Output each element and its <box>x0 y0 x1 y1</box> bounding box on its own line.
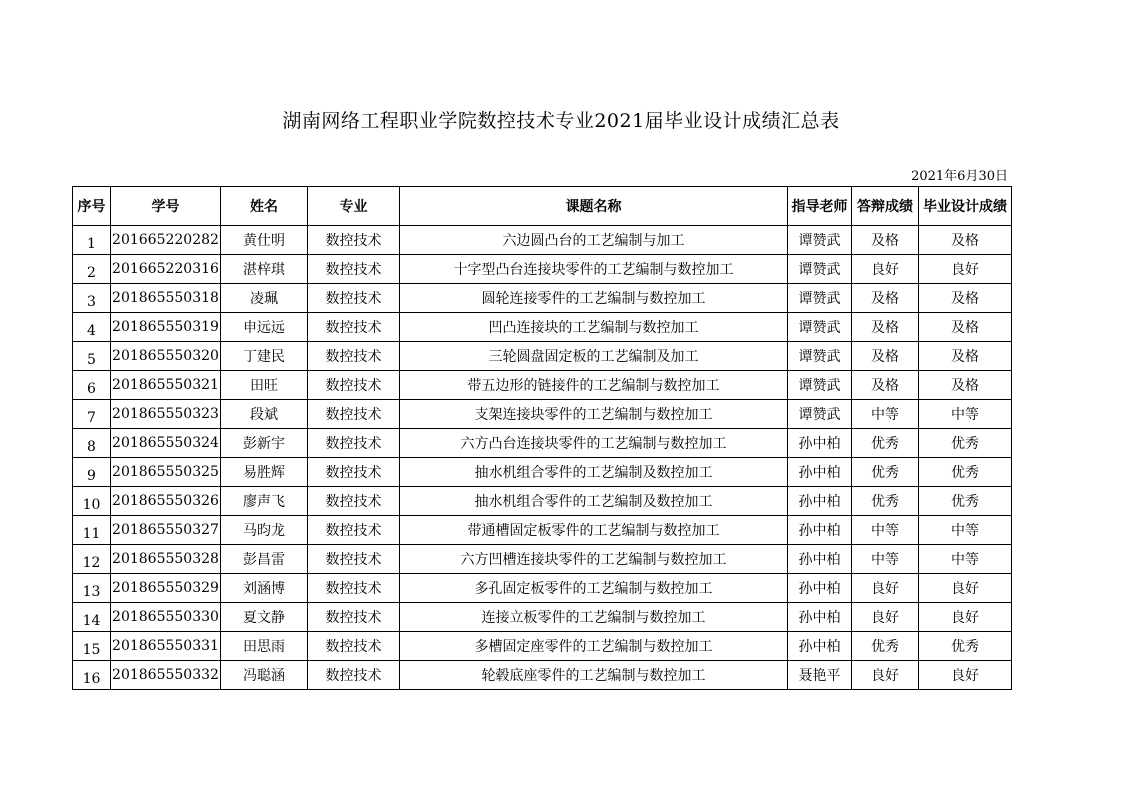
cell-advisor: 孙中柏 <box>788 545 852 574</box>
cell-advisor: 孙中柏 <box>788 574 852 603</box>
column-header-major: 专业 <box>308 187 400 226</box>
table-row <box>73 400 1012 429</box>
cell-major: 数控技术 <box>308 458 400 487</box>
cell-student-id: 201865550328 <box>111 545 221 574</box>
cell-student-id: 201865550326 <box>111 487 221 516</box>
cell-student-id: 201865550319 <box>111 313 221 342</box>
cell-topic: 凹凸连接块的工艺编制与数控加工 <box>400 313 788 342</box>
cell-name: 马昀龙 <box>221 516 308 545</box>
cell-defense-grade: 良好 <box>852 574 919 603</box>
cell-seq: 9 <box>73 458 111 487</box>
cell-seq: 11 <box>73 516 111 545</box>
cell-name: 刘涵博 <box>221 574 308 603</box>
cell-seq: 12 <box>73 545 111 574</box>
cell-name: 田旺 <box>221 371 308 400</box>
cell-advisor: 谭赞武 <box>788 342 852 371</box>
cell-final-grade: 良好 <box>919 574 1012 603</box>
cell-defense-grade: 良好 <box>852 255 919 284</box>
cell-major: 数控技术 <box>308 545 400 574</box>
cell-name: 丁建民 <box>221 342 308 371</box>
cell-student-id: 201865550325 <box>111 458 221 487</box>
grades-table <box>72 186 1012 690</box>
cell-seq: 8 <box>73 429 111 458</box>
cell-topic: 抽水机组合零件的工艺编制及数控加工 <box>400 458 788 487</box>
cell-final-grade: 良好 <box>919 661 1012 690</box>
cell-topic: 轮毂底座零件的工艺编制与数控加工 <box>400 661 788 690</box>
cell-topic: 三轮圆盘固定板的工艺编制及加工 <box>400 342 788 371</box>
cell-major: 数控技术 <box>308 632 400 661</box>
cell-advisor: 孙中柏 <box>788 603 852 632</box>
cell-name: 黄仕明 <box>221 226 308 255</box>
document-date: 2021年6月30日 <box>911 169 1008 184</box>
cell-defense-grade: 及格 <box>852 371 919 400</box>
column-header-student-id: 学号 <box>111 187 221 226</box>
cell-final-grade: 优秀 <box>919 458 1012 487</box>
cell-topic: 多槽固定座零件的工艺编制与数控加工 <box>400 632 788 661</box>
cell-major: 数控技术 <box>308 342 400 371</box>
table-row <box>73 284 1012 313</box>
cell-seq: 10 <box>73 487 111 516</box>
cell-advisor: 谭赞武 <box>788 284 852 313</box>
cell-name: 田思雨 <box>221 632 308 661</box>
cell-advisor: 谭赞武 <box>788 313 852 342</box>
cell-final-grade: 良好 <box>919 255 1012 284</box>
cell-defense-grade: 及格 <box>852 313 919 342</box>
cell-topic: 带通槽固定板零件的工艺编制与数控加工 <box>400 516 788 545</box>
cell-final-grade: 良好 <box>919 603 1012 632</box>
cell-advisor: 孙中柏 <box>788 458 852 487</box>
cell-final-grade: 及格 <box>919 342 1012 371</box>
cell-seq: 4 <box>73 313 111 342</box>
cell-topic: 圆轮连接零件的工艺编制与数控加工 <box>400 284 788 313</box>
cell-seq: 1 <box>73 226 111 255</box>
cell-name: 易胜辉 <box>221 458 308 487</box>
cell-student-id: 201865550324 <box>111 429 221 458</box>
cell-final-grade: 优秀 <box>919 487 1012 516</box>
cell-major: 数控技术 <box>308 516 400 545</box>
cell-name: 凌珮 <box>221 284 308 313</box>
table-row <box>73 429 1012 458</box>
cell-student-id: 201865550318 <box>111 284 221 313</box>
table-row <box>73 661 1012 690</box>
cell-name: 廖声飞 <box>221 487 308 516</box>
cell-student-id: 201865550331 <box>111 632 221 661</box>
cell-defense-grade: 良好 <box>852 603 919 632</box>
cell-final-grade: 及格 <box>919 226 1012 255</box>
column-header-seq: 序号 <box>73 187 111 226</box>
cell-topic: 六方凹槽连接块零件的工艺编制与数控加工 <box>400 545 788 574</box>
document-title: 湖南网络工程职业学院数控技术专业2021届毕业设计成绩汇总表 <box>282 110 840 132</box>
cell-major: 数控技术 <box>308 487 400 516</box>
cell-name: 冯聪涵 <box>221 661 308 690</box>
cell-advisor: 谭赞武 <box>788 226 852 255</box>
table-row <box>73 371 1012 400</box>
cell-topic: 六方凸台连接块零件的工艺编制与数控加工 <box>400 429 788 458</box>
cell-advisor: 聂艳平 <box>788 661 852 690</box>
cell-advisor: 谭赞武 <box>788 400 852 429</box>
cell-defense-grade: 优秀 <box>852 632 919 661</box>
table-row <box>73 516 1012 545</box>
cell-defense-grade: 优秀 <box>852 429 919 458</box>
cell-student-id: 201865550332 <box>111 661 221 690</box>
cell-advisor: 谭赞武 <box>788 255 852 284</box>
table-row <box>73 342 1012 371</box>
cell-final-grade: 优秀 <box>919 632 1012 661</box>
cell-final-grade: 优秀 <box>919 429 1012 458</box>
cell-defense-grade: 中等 <box>852 400 919 429</box>
cell-student-id: 201665220282 <box>111 226 221 255</box>
cell-defense-grade: 优秀 <box>852 487 919 516</box>
cell-major: 数控技术 <box>308 284 400 313</box>
table-row <box>73 574 1012 603</box>
cell-name: 彭昌雷 <box>221 545 308 574</box>
cell-final-grade: 中等 <box>919 400 1012 429</box>
cell-name: 彭新宇 <box>221 429 308 458</box>
cell-final-grade: 中等 <box>919 516 1012 545</box>
cell-defense-grade: 优秀 <box>852 458 919 487</box>
column-header-name: 姓名 <box>221 187 308 226</box>
cell-seq: 13 <box>73 574 111 603</box>
cell-topic: 多孔固定板零件的工艺编制与数控加工 <box>400 574 788 603</box>
cell-major: 数控技术 <box>308 371 400 400</box>
cell-topic: 抽水机组合零件的工艺编制及数控加工 <box>400 487 788 516</box>
cell-final-grade: 及格 <box>919 371 1012 400</box>
cell-advisor: 孙中柏 <box>788 516 852 545</box>
cell-defense-grade: 及格 <box>852 342 919 371</box>
cell-seq: 3 <box>73 284 111 313</box>
cell-final-grade: 及格 <box>919 284 1012 313</box>
cell-final-grade: 及格 <box>919 313 1012 342</box>
table-row <box>73 545 1012 574</box>
cell-advisor: 孙中柏 <box>788 487 852 516</box>
cell-defense-grade: 中等 <box>852 545 919 574</box>
cell-topic: 六边圆凸台的工艺编制与加工 <box>400 226 788 255</box>
cell-major: 数控技术 <box>308 661 400 690</box>
cell-major: 数控技术 <box>308 429 400 458</box>
cell-student-id: 201865550329 <box>111 574 221 603</box>
cell-student-id: 201865550323 <box>111 400 221 429</box>
cell-final-grade: 中等 <box>919 545 1012 574</box>
cell-student-id: 201665220316 <box>111 255 221 284</box>
cell-topic: 带五边形的链接件的工艺编制与数控加工 <box>400 371 788 400</box>
cell-defense-grade: 良好 <box>852 661 919 690</box>
cell-student-id: 201865550330 <box>111 603 221 632</box>
cell-advisor: 谭赞武 <box>788 371 852 400</box>
cell-name: 申远远 <box>221 313 308 342</box>
cell-major: 数控技术 <box>308 226 400 255</box>
cell-name: 段斌 <box>221 400 308 429</box>
cell-seq: 5 <box>73 342 111 371</box>
cell-major: 数控技术 <box>308 313 400 342</box>
table-row <box>73 313 1012 342</box>
table-row <box>73 632 1012 661</box>
column-header-defense-grade: 答辩成绩 <box>852 187 919 226</box>
cell-name: 湛梓琪 <box>221 255 308 284</box>
cell-seq: 7 <box>73 400 111 429</box>
cell-major: 数控技术 <box>308 255 400 284</box>
cell-defense-grade: 及格 <box>852 226 919 255</box>
table-row <box>73 603 1012 632</box>
cell-student-id: 201865550327 <box>111 516 221 545</box>
cell-topic: 连接立板零件的工艺编制与数控加工 <box>400 603 788 632</box>
cell-topic: 支架连接块零件的工艺编制与数控加工 <box>400 400 788 429</box>
cell-name: 夏文静 <box>221 603 308 632</box>
column-header-advisor: 指导老师 <box>788 187 852 226</box>
table-row <box>73 487 1012 516</box>
cell-topic: 十字型凸台连接块零件的工艺编制与数控加工 <box>400 255 788 284</box>
cell-major: 数控技术 <box>308 603 400 632</box>
table-row <box>73 226 1012 255</box>
cell-seq: 6 <box>73 371 111 400</box>
cell-seq: 2 <box>73 255 111 284</box>
cell-seq: 15 <box>73 632 111 661</box>
column-header-topic: 课题名称 <box>400 187 788 226</box>
cell-defense-grade: 中等 <box>852 516 919 545</box>
cell-seq: 14 <box>73 603 111 632</box>
cell-major: 数控技术 <box>308 574 400 603</box>
table-header-row <box>73 187 1012 226</box>
cell-advisor: 孙中柏 <box>788 429 852 458</box>
table-row <box>73 458 1012 487</box>
cell-student-id: 201865550321 <box>111 371 221 400</box>
column-header-final-grade: 毕业设计成绩 <box>919 187 1012 226</box>
cell-defense-grade: 及格 <box>852 284 919 313</box>
cell-student-id: 201865550320 <box>111 342 221 371</box>
table-row <box>73 255 1012 284</box>
cell-seq: 16 <box>73 661 111 690</box>
cell-major: 数控技术 <box>308 400 400 429</box>
cell-advisor: 孙中柏 <box>788 632 852 661</box>
